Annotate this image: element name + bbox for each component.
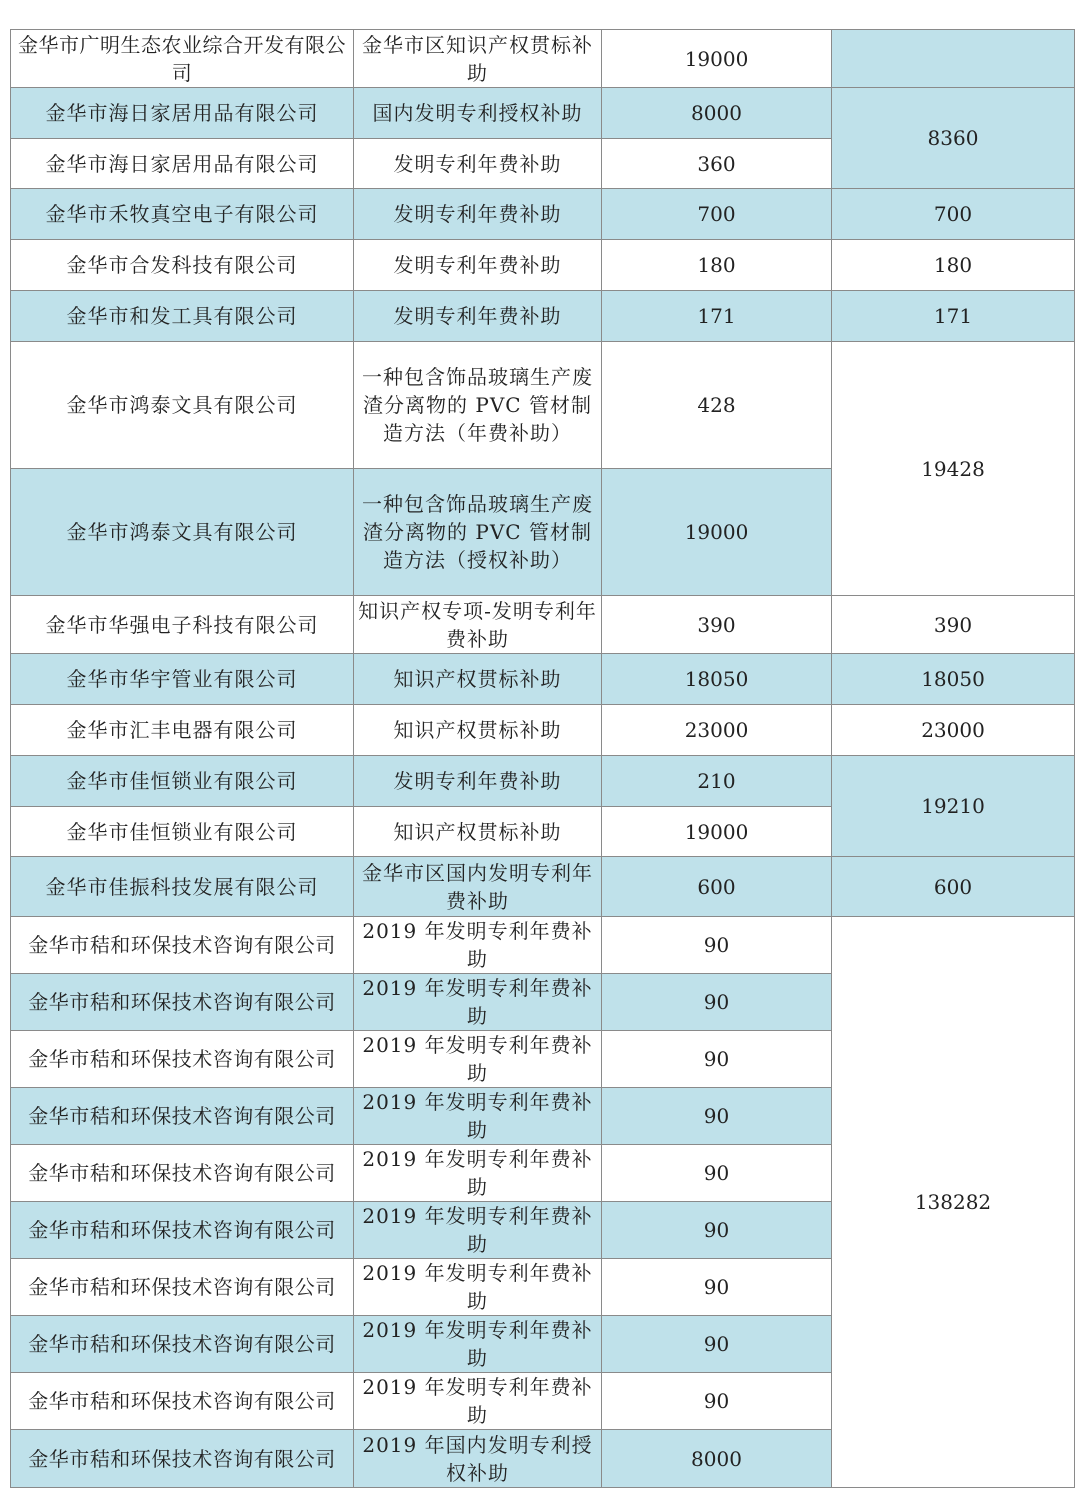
amount-cell: 90: [602, 1202, 832, 1259]
total-cell: 171: [832, 291, 1075, 342]
item-cell: 知识产权贯标补助: [354, 654, 602, 705]
item-cell: 2019 年发明专利年费补助: [354, 1145, 602, 1202]
amount-cell: 18050: [602, 654, 832, 705]
table-row: [11, 342, 1075, 469]
item-cell: 2019 年发明专利年费补助: [354, 1316, 602, 1373]
table-row: [11, 857, 1075, 917]
company-cell: 金华市秸和环保技术咨询有限公司: [11, 1031, 354, 1088]
item-cell: 2019 年发明专利年费补助: [354, 1202, 602, 1259]
amount-cell: 19000: [602, 807, 832, 857]
company-cell: 金华市秸和环保技术咨询有限公司: [11, 1088, 354, 1145]
company-cell: 金华市禾牧真空电子有限公司: [11, 189, 354, 240]
company-cell: 金华市秸和环保技术咨询有限公司: [11, 917, 354, 974]
total-cell: 390: [832, 596, 1075, 654]
item-cell: 发明专利年费补助: [354, 756, 602, 807]
company-cell: 金华市秸和环保技术咨询有限公司: [11, 1145, 354, 1202]
item-cell: 2019 年发明专利年费补助: [354, 917, 602, 974]
amount-cell: 90: [602, 1088, 832, 1145]
amount-cell: 210: [602, 756, 832, 807]
total-cell: 19210: [832, 756, 1075, 857]
total-cell: 23000: [832, 705, 1075, 756]
company-cell: 金华市鸿泰文具有限公司: [11, 342, 354, 469]
company-cell: 金华市佳恒锁业有限公司: [11, 807, 354, 857]
item-cell: 2019 年发明专利年费补助: [354, 1373, 602, 1430]
table-row: [11, 88, 1075, 139]
item-cell: 发明专利年费补助: [354, 189, 602, 240]
amount-cell: 8000: [602, 1430, 832, 1488]
table-row: [11, 189, 1075, 240]
table-row: [11, 756, 1075, 807]
company-cell: 金华市华宇管业有限公司: [11, 654, 354, 705]
table-row: [11, 705, 1075, 756]
amount-cell: 90: [602, 1316, 832, 1373]
total-cell: 19428: [832, 342, 1075, 596]
amount-cell: 90: [602, 917, 832, 974]
item-cell: 发明专利年费补助: [354, 240, 602, 291]
company-cell: 金华市鸿泰文具有限公司: [11, 469, 354, 596]
item-cell: 2019 年发明专利年费补助: [354, 974, 602, 1031]
company-cell: 金华市汇丰电器有限公司: [11, 705, 354, 756]
amount-cell: 8000: [602, 88, 832, 139]
total-cell: 8360: [832, 88, 1075, 189]
item-cell: 知识产权贯标补助: [354, 807, 602, 857]
company-cell: 金华市华强电子科技有限公司: [11, 596, 354, 654]
item-cell: 知识产权贯标补助: [354, 705, 602, 756]
item-cell: 金华市区知识产权贯标补助: [354, 30, 602, 88]
amount-cell: 180: [602, 240, 832, 291]
amount-cell: 90: [602, 974, 832, 1031]
table-row: [11, 917, 1075, 974]
amount-cell: 90: [602, 1259, 832, 1316]
table-row: [11, 596, 1075, 654]
amount-cell: 90: [602, 1373, 832, 1430]
company-cell: 金华市海日家居用品有限公司: [11, 88, 354, 139]
total-cell: 138282: [832, 917, 1075, 1488]
amount-cell: 23000: [602, 705, 832, 756]
company-cell: 金华市佳恒锁业有限公司: [11, 756, 354, 807]
company-cell: 金华市秸和环保技术咨询有限公司: [11, 1316, 354, 1373]
table-row: [11, 291, 1075, 342]
item-cell: 2019 年发明专利年费补助: [354, 1031, 602, 1088]
amount-cell: 428: [602, 342, 832, 469]
company-cell: 金华市海日家居用品有限公司: [11, 139, 354, 189]
company-cell: 金华市秸和环保技术咨询有限公司: [11, 1202, 354, 1259]
item-cell: 一种包含饰品玻璃生产废渣分离物的 PVC 管材制造方法（授权补助）: [354, 469, 602, 596]
amount-cell: 390: [602, 596, 832, 654]
item-cell: 金华市区国内发明专利年费补助: [354, 857, 602, 917]
amount-cell: 19000: [602, 469, 832, 596]
item-cell: 发明专利年费补助: [354, 139, 602, 189]
company-cell: 金华市秸和环保技术咨询有限公司: [11, 974, 354, 1031]
amount-cell: 90: [602, 1145, 832, 1202]
amount-cell: 600: [602, 857, 832, 917]
company-cell: 金华市秸和环保技术咨询有限公司: [11, 1259, 354, 1316]
item-cell: 2019 年发明专利年费补助: [354, 1088, 602, 1145]
subsidy-table: [10, 29, 1075, 1488]
item-cell: 一种包含饰品玻璃生产废渣分离物的 PVC 管材制造方法（年费补助）: [354, 342, 602, 469]
company-cell: 金华市广明生态农业综合开发有限公司: [11, 30, 354, 88]
company-cell: 金华市和发工具有限公司: [11, 291, 354, 342]
amount-cell: 90: [602, 1031, 832, 1088]
item-cell: 知识产权专项-发明专利年费补助: [354, 596, 602, 654]
item-cell: 国内发明专利授权补助: [354, 88, 602, 139]
company-cell: 金华市秸和环保技术咨询有限公司: [11, 1430, 354, 1488]
company-cell: 金华市合发科技有限公司: [11, 240, 354, 291]
item-cell: 2019 年国内发明专利授权补助: [354, 1430, 602, 1488]
table-row: [11, 240, 1075, 291]
amount-cell: 700: [602, 189, 832, 240]
company-cell: 金华市秸和环保技术咨询有限公司: [11, 1373, 354, 1430]
item-cell: 发明专利年费补助: [354, 291, 602, 342]
total-cell: 600: [832, 857, 1075, 917]
table-row: [11, 30, 1075, 88]
amount-cell: 171: [602, 291, 832, 342]
amount-cell: 19000: [602, 30, 832, 88]
total-cell: 18050: [832, 654, 1075, 705]
subsidy-table-container: [10, 29, 1074, 1488]
total-cell: 180: [832, 240, 1075, 291]
total-cell: 700: [832, 189, 1075, 240]
amount-cell: 360: [602, 139, 832, 189]
total-cell: [832, 30, 1075, 88]
company-cell: 金华市佳振科技发展有限公司: [11, 857, 354, 917]
item-cell: 2019 年发明专利年费补助: [354, 1259, 602, 1316]
table-row: [11, 654, 1075, 705]
